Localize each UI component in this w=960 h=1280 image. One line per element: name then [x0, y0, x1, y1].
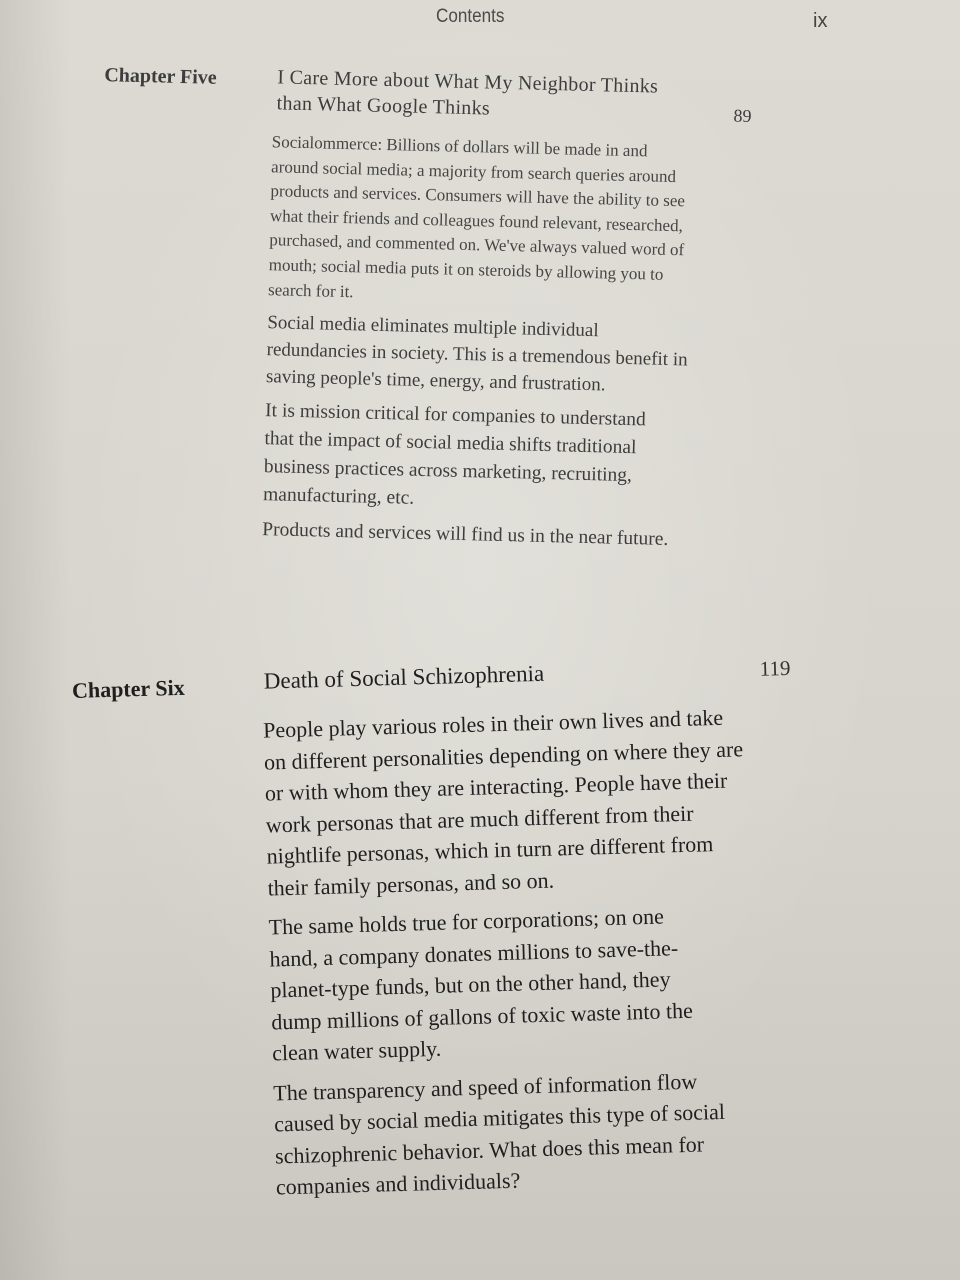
summary-paragraph: It is mission critical for companies to understand that the impact of social media shifts traditional business practices across marketing, recruiting, manufacturing, etc.: [262, 400, 647, 509]
summary-paragraph: Products and services will find us in the near future.: [262, 519, 669, 551]
chapter-title: Death of Social Schizophrenia: [263, 660, 545, 694]
summary-paragraph: The same holds true for corporations; on one hand, a company donates millions to save-the-planet-type funds, but on the other hand, they dump millions of gallons of toxic waste into the clean water supply.: [268, 903, 694, 1066]
chapter-summary: [262, 130, 702, 562]
chapter-label: Chapter Five: [104, 64, 217, 89]
summary-paragraph: Socialommerce: Billions of dollars will be made in and around social media; a majority from search queries around products and services. Consumers will have the ability to see what their friends and colleagues found relevant, researched, purchased, and commented on. We've always valued word of mouth; social media puts it on steroids by allowing you to search for it.: [267, 132, 686, 301]
chapter-label: Chapter Six: [71, 674, 185, 703]
chapter-six-entry: [0, 645, 959, 1200]
page-number: ix: [813, 10, 828, 32]
summary-paragraph: People play various roles in their own lives and take on different personalities depending on where they are or with whom they are interacting. People have their work personas that are much different from their nightlife personas, which in turn are different from their family personas, and so on.: [262, 704, 744, 901]
chapter-title: I Care More about What My Neighbor Thinks than What Google Thinks: [276, 66, 659, 120]
summary-paragraph: The transparency and speed of information flow caused by social media mitigates this type of social schizophrenic behavior. What does this mean for companies and individuals?: [272, 1068, 726, 1200]
chapter-summary: [263, 701, 777, 1211]
chapter-page-number: 119: [759, 655, 791, 681]
running-head: Contents: [436, 6, 505, 27]
chapter-five-entry: [2, 58, 960, 551]
summary-paragraph: Social media eliminates multiple individual redundancies in society. This is a tremendous benefit in saving people's time, energy, and frustration.: [265, 312, 688, 396]
chapter-page-number: 89: [733, 105, 752, 126]
